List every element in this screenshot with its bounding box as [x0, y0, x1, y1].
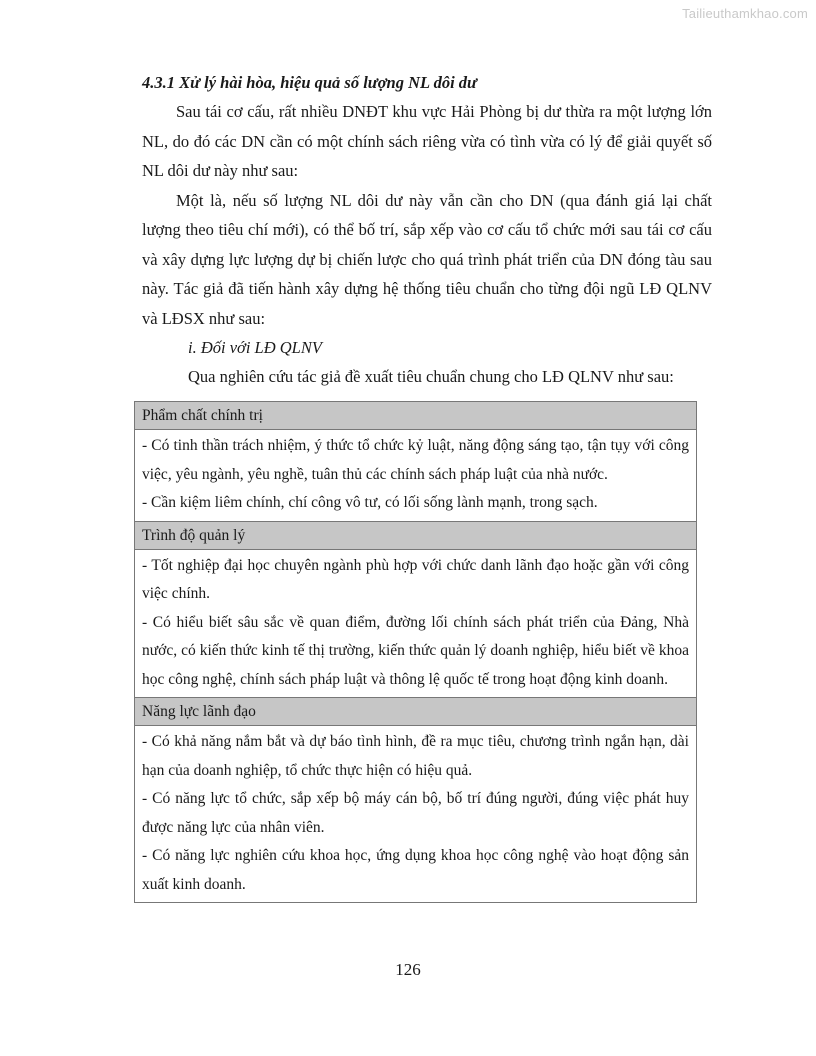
paragraph-option-one: Một là, nếu số lượng NL dôi dư này vẫn cần cho DN (qua đánh giá lại chất lượng theo tiêu chí mới), có thể bố trí, sắp xếp vào cơ cấu tổ chức mới sau tái cơ cấu và xây dựng lực lượng dự bị chiến lược cho quá trình phát triển của DN đóng tàu sau này. Tác giả đã tiến hành xây dựng hệ thống tiêu chuẩn cho từng đội ngũ LĐ QLNV và LĐSX như sau: [142, 190, 712, 328]
table-row [135, 698, 697, 726]
category-header: Năng lực lãnh đạo [135, 698, 697, 726]
criteria-item: - Cần kiệm liêm chính, chí công vô tư, có lối sống lành mạnh, trong sạch. [142, 494, 598, 511]
category-header: Trình độ quản lý [135, 521, 697, 549]
watermark: Tailieuthamkhao.com [682, 6, 808, 21]
section-heading: 4.3.1 Xử lý hài hòa, hiệu quả số lượng NL dôi dư [142, 73, 477, 92]
criteria-item: - Có năng lực nghiên cứu khoa học, ứng dụng khoa học công nghệ vào hoạt động sản xuất kinh doanh. [142, 847, 689, 893]
criteria-item: - Có năng lực tổ chức, sắp xếp bộ máy cán bộ, bố trí đúng người, đúng việc phát huy được năng lực của nhân viên. [142, 790, 689, 836]
table-row [135, 549, 697, 698]
category-header: Phẩm chất chính trị [135, 402, 697, 430]
document-body [142, 68, 712, 391]
table-row [135, 521, 697, 549]
subheading: i. Đối với LĐ QLNV [188, 338, 322, 357]
category-body [135, 549, 697, 698]
criteria-item: - Có tinh thần trách nhiệm, ý thức tổ chức kỷ luật, năng động sáng tạo, tận tụy với công việc, yêu ngành, yêu nghề, tuân thủ các chính sách pháp luật của nhà nước. [142, 437, 689, 483]
table-intro-line: Qua nghiên cứu tác giả đề xuất tiêu chuẩn chung cho LĐ QLNV như sau: [188, 367, 674, 386]
criteria-item: - Tốt nghiệp đại học chuyên ngành phù hợp với chức danh lãnh đạo hoặc gần với công việc chính. [142, 556, 689, 602]
page-number: 126 [395, 960, 421, 979]
category-body [135, 726, 697, 903]
criteria-table [134, 401, 697, 903]
criteria-item: - Có khả năng nắm bắt và dự báo tình hình, đề ra mục tiêu, chương trình ngắn hạn, dài hạn của doanh nghiệp, tổ chức thực hiện có hiệu quả. [142, 733, 689, 779]
table-row [135, 726, 697, 903]
table-row [135, 402, 697, 430]
paragraph-intro: Sau tái cơ cấu, rất nhiều DNĐT khu vực Hải Phòng bị dư thừa ra một lượng lớn NL, do đó các DN cần có một chính sách riêng vừa có tình vừa có lý để giải quyết số NL dôi dư này như sau: [142, 102, 712, 180]
table-row [135, 430, 697, 522]
criteria-item: - Có hiểu biết sâu sắc về quan điểm, đường lối chính sách phát triển của Đảng, Nhà nước, có kiến thức kinh tế thị trường, kiến thức quản lý doanh nghiệp, hiểu biết về khoa học công nghệ, chính sách pháp luật và thông lệ quốc tế trong hoạt động kinh doanh. [142, 613, 689, 688]
category-body [135, 430, 697, 522]
